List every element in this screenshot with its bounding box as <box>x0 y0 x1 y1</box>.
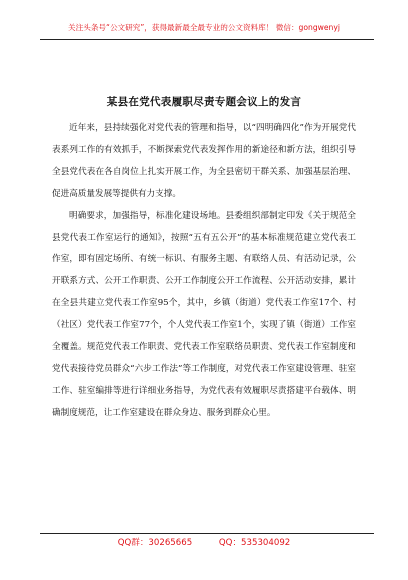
body-paragraph: 近年来，县持续强化对党代表的管理和指导，以“四明确四化”作为开展党代表系列工作的有效抓手，不断探索党代表发挥作用的新途径和新方法，组织引导全县党代表在各自岗位上扎实开展工作，为全县密切干群关系、加强基层治理、促进高质量发展等提供有力支撑。 <box>52 123 356 199</box>
document-body <box>52 118 356 425</box>
footer-contact <box>0 536 408 548</box>
footer-divider <box>40 533 374 534</box>
footer-qq: QQ：535304092 <box>218 538 291 548</box>
footer-qq-group: QQ群：30265665 <box>117 538 193 548</box>
body-paragraph: 明确要求，加强指导，标准化建设场地。县委组织部制定印发《关于规范全县党代表工作室运行的通知》，按照“五有五公开”的基本标准规范建立党代表工作室，即有固定场所、有统一标识、有服务主题、有联络人员、有活动记录，公开联系方式、公开工作职责、公开工作制度公开工作流程、公开活动安排，累计在全县共建立党代表工作室95个，其中，乡镇（街道）党代表工作室17个、村（社区）党代表工作室77个，个人党代表工作室1个，实现了镇（街道）工作室全覆盖。规范党代表工作职责、党代表工作室联络员职责、党代表工作室制度和党代表接待党员群众“六步工作法”等工作制度，对党代表工作室建设管理、驻室工作、驻室编排等进行详细业务指导，为党代表有效履职尽责搭建平台载体、明确制度规范，让工作室建设在群众身边、服务到群众心里。 <box>52 210 356 418</box>
header-divider <box>40 39 374 40</box>
header-banner: 关注头条号“公文研究”，获得最新最全最专业的公文资料库！ 微信：gongwenyj <box>68 23 340 32</box>
document-title: 某县在党代表履职尽责专题会议上的发言 <box>106 96 302 108</box>
